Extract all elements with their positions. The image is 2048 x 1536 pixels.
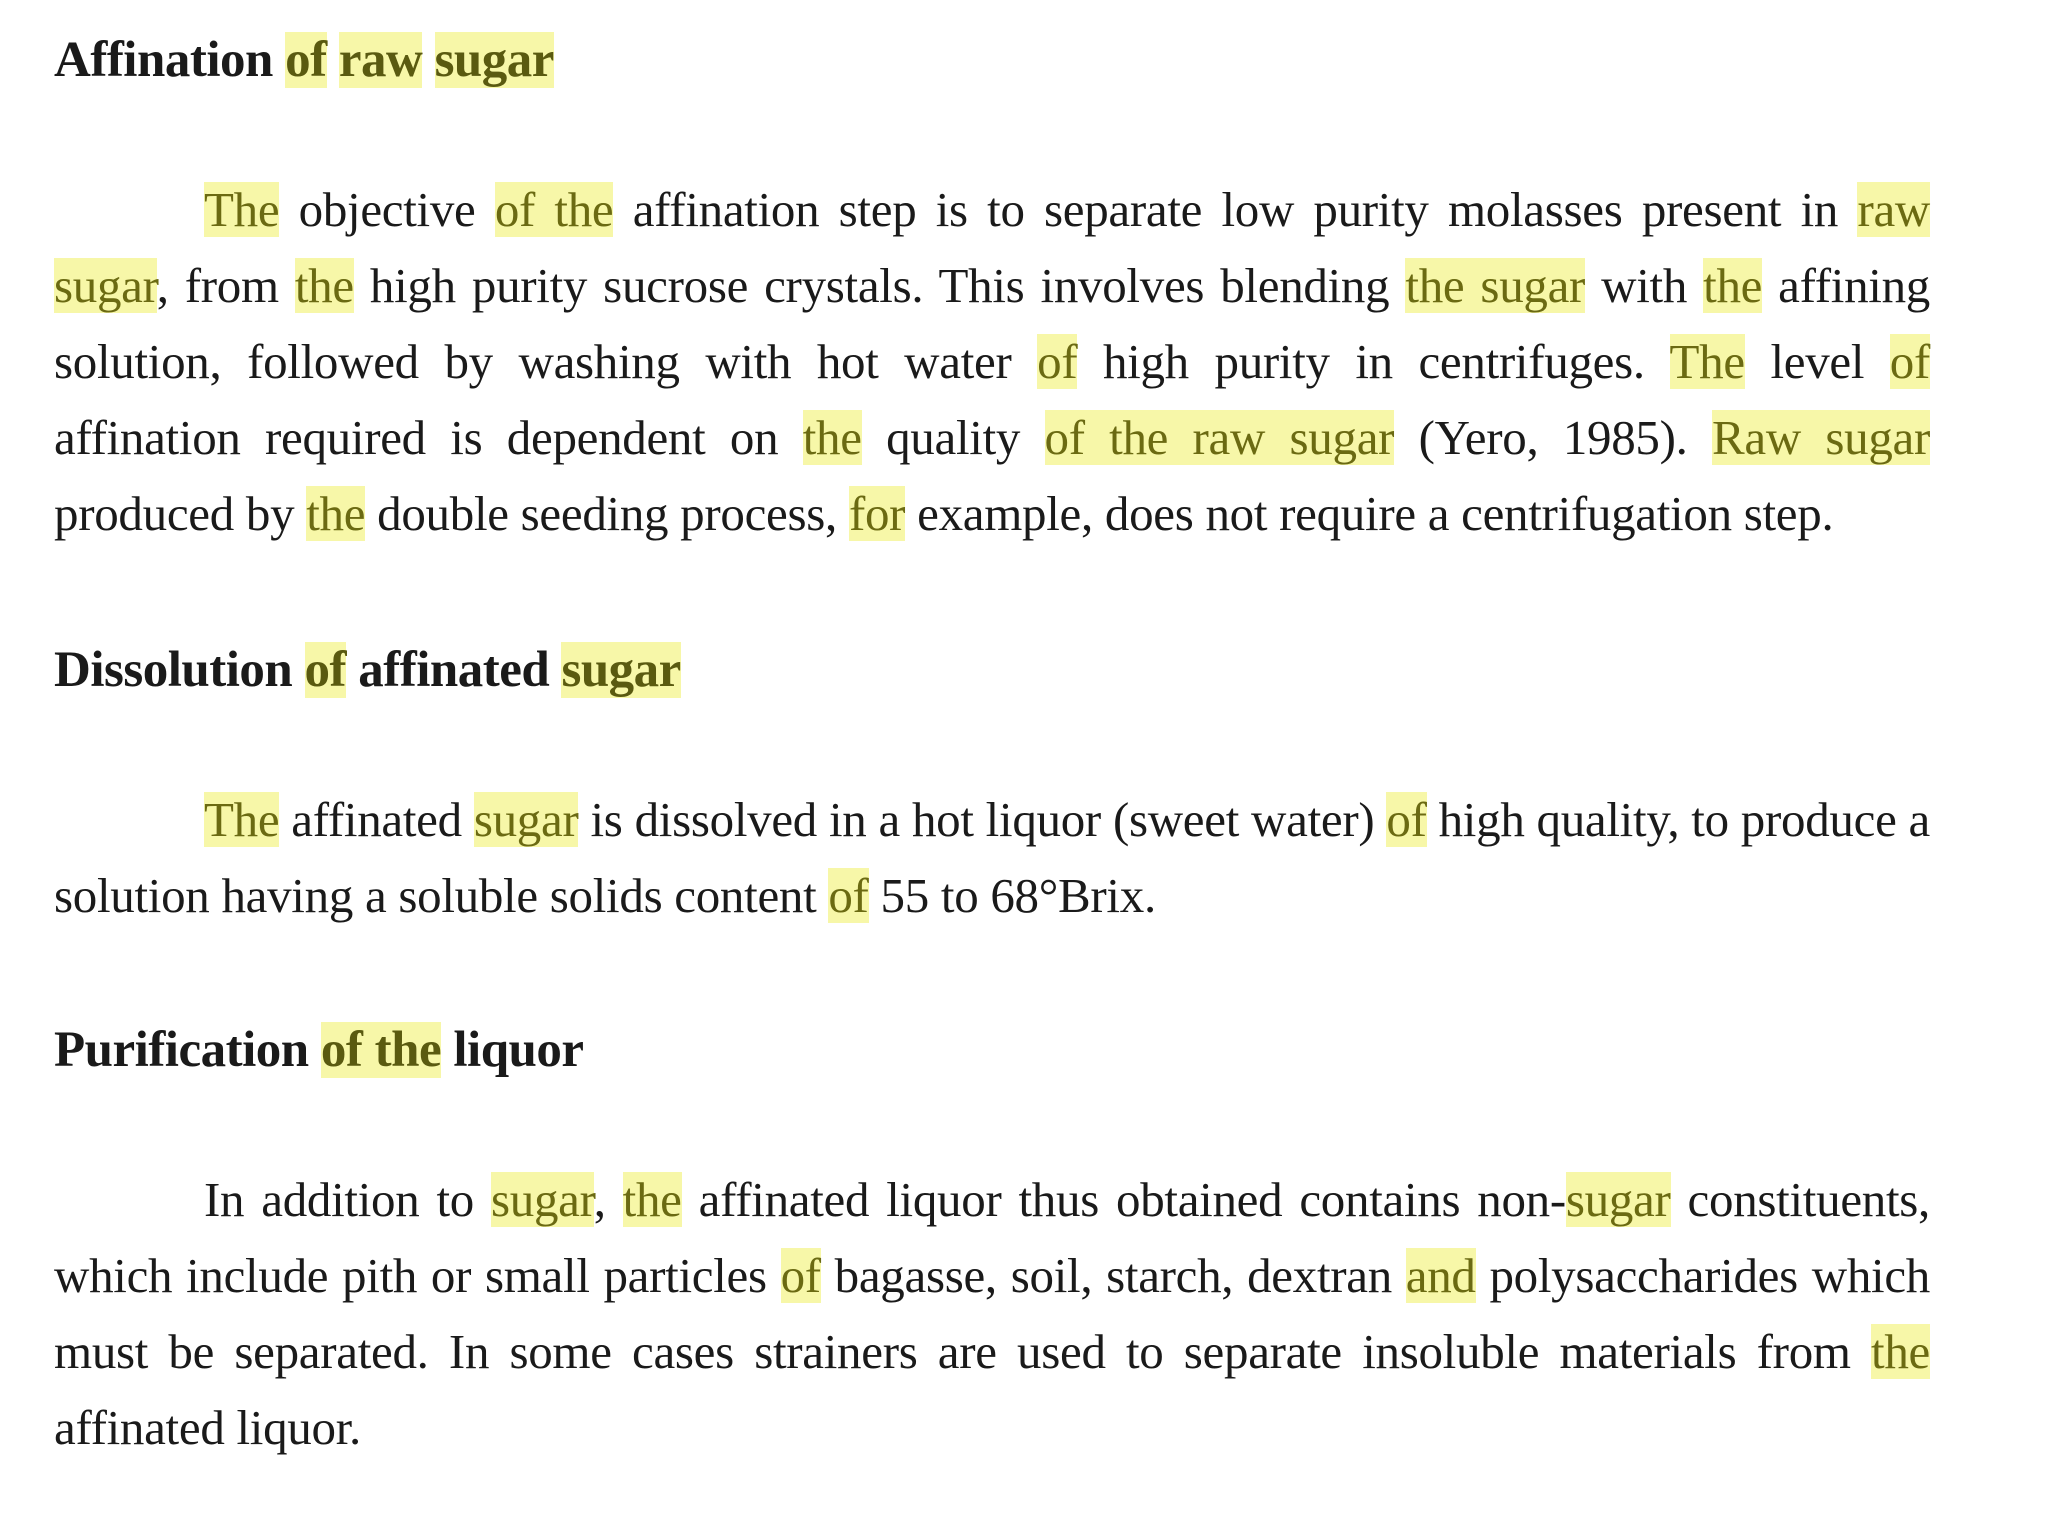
paragraph-dissolution	[54, 782, 1930, 934]
section-heading-affination: Affination of raw sugar	[54, 32, 554, 88]
section-heading-purification: Purification of the liquor	[54, 1022, 584, 1078]
paragraph-affination	[54, 172, 1930, 552]
section-heading-dissolution: Dissolution of affinated sugar	[54, 642, 681, 698]
paragraph-purification	[54, 1162, 1930, 1466]
paragraph-dissolution-text: The affinated sugar is dissolved in a hot liquor (sweet water) of high quality, to produce a solution having a soluble solids content of 55 to 68°Brix.	[54, 792, 1930, 923]
paragraph-affination-text: The objective of the affination step is to separate low purity molasses present in raw sugar, from the high purity sucrose crystals. This involves blending the sugar with the affining solution, followed by washing with hot water of high purity in centrifuges. The level of affination required is dependent on the quality of the raw sugar (Yero, 1985). Raw sugar produced by the double seeding process, for example, does not require a centrifugation step.	[54, 182, 1931, 541]
paragraph-purification-text: In addition to sugar, the affinated liquor thus obtained contains non-sugar constituents, which include pith or small particles of bagasse, soil, starch, dextran and polysaccharides which must be separated. In some cases strainers are used to separate insoluble materials from the affinated liquor.	[54, 1172, 1930, 1455]
